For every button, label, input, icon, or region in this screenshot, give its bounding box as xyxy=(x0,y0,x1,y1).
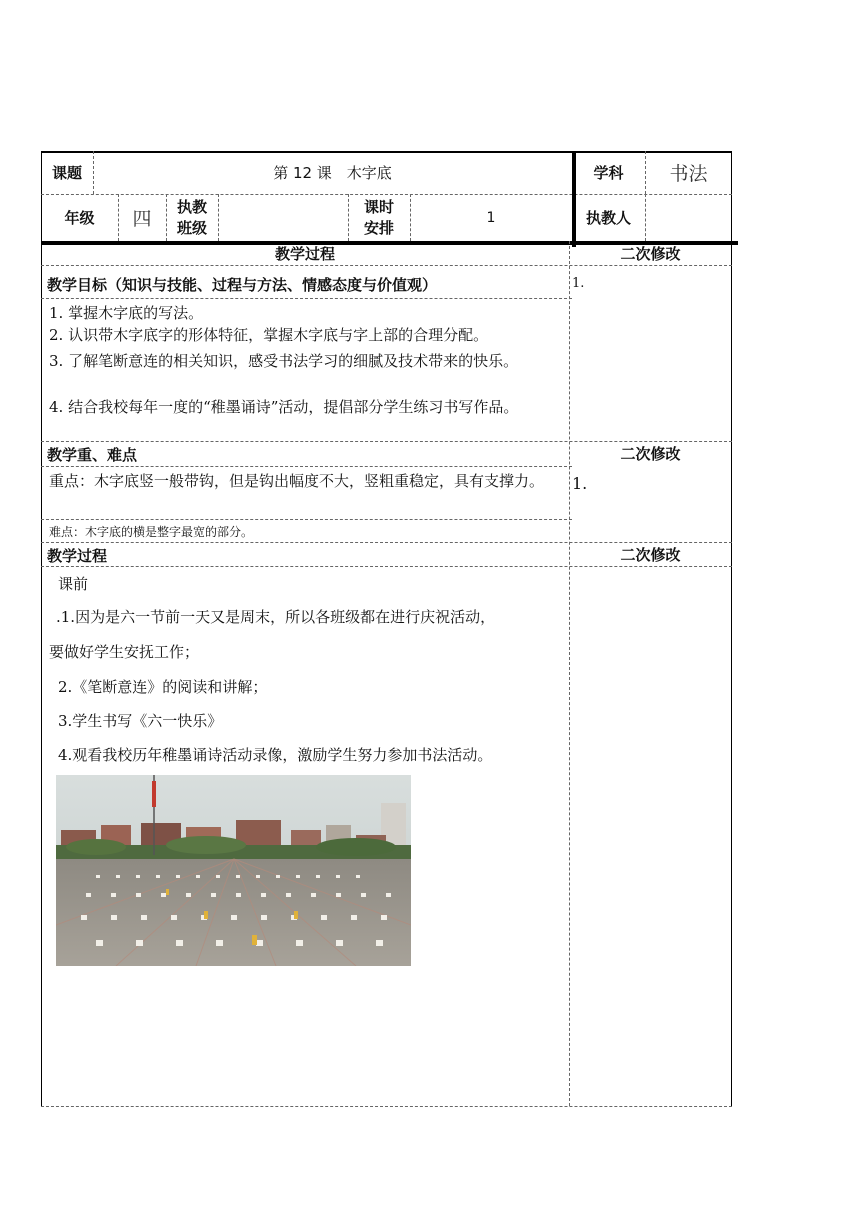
subject-label: 学科 xyxy=(593,164,624,182)
objective-item: 2. 认识带木字底字的形体特征，掌握木字底与字上部的合理分配。 xyxy=(49,326,489,344)
lesson-title: 第 12 课 木字底 xyxy=(273,164,392,182)
activity-photo xyxy=(56,775,411,966)
row-divider xyxy=(41,519,572,520)
class-value xyxy=(218,194,348,241)
procedure-step: 3.学生书写《六一快乐》 xyxy=(58,712,223,730)
row-divider xyxy=(41,466,572,467)
pre-class-label: 课前 xyxy=(58,575,89,593)
row-divider xyxy=(41,1106,732,1107)
grade-value: 四 xyxy=(132,208,152,230)
process-title: 教学过程 xyxy=(274,244,335,263)
key-point: 重点：木字底竖一般带钩，但是钩出幅度不大，竖粗重稳定，具有支撑力。 xyxy=(49,472,545,490)
subject-value: 书法 xyxy=(669,163,708,185)
subject-title-label: 课题 xyxy=(51,164,82,182)
procedure-step: 4.观看我校历年稚墨诵诗活动录像，激励学生努力参加书法活动。 xyxy=(58,746,493,764)
procedure-step: 2.《笔断意连》的阅读和讲解； xyxy=(58,678,268,696)
key-points-revision-note: 1. xyxy=(572,474,588,493)
class-label xyxy=(166,194,218,241)
period-value: 1 xyxy=(486,209,496,226)
objective-item: 4. 结合我校每年一度的“稚墨诵诗”活动，提倡部分学生练习书写作品。 xyxy=(49,398,519,416)
revision-title: 二次修改 xyxy=(620,244,681,263)
procedure-revision-label: 二次修改 xyxy=(620,545,681,564)
objective-item: 1. 掌握木字底的写法。 xyxy=(49,304,204,322)
period-label-line1: 课时 xyxy=(363,197,394,216)
objectives-revision-note: 1. xyxy=(572,276,585,291)
key-points-heading: 教学重、难点 xyxy=(47,446,138,464)
row-divider xyxy=(41,566,732,567)
teacher-label: 执教人 xyxy=(585,209,631,227)
procedure-step: 要做好学生安抚工作； xyxy=(49,643,200,661)
revision-column-divider xyxy=(569,241,570,1106)
row-divider xyxy=(41,298,572,299)
period-label-line2: 安排 xyxy=(363,218,394,237)
procedure-step: .1.因为是六一节前一天又是周末，所以各班级都在进行庆祝活动， xyxy=(56,608,496,626)
grade-label: 年级 xyxy=(64,209,95,227)
teacher-value xyxy=(645,194,732,241)
class-label-line2: 班级 xyxy=(176,218,207,237)
class-label-line1: 执教 xyxy=(176,197,207,216)
procedure-heading: 教学过程 xyxy=(47,547,108,565)
period-label xyxy=(348,194,410,241)
key-points-revision-label: 二次修改 xyxy=(620,445,681,463)
objective-item: 3. 了解笔断意连的相关知识，感受书法学习的细腻及技术带来的快乐。 xyxy=(49,352,519,370)
row-divider xyxy=(41,265,732,266)
objectives-heading: 教学目标（知识与技能、过程与方法、情感态度与价值观） xyxy=(47,276,438,294)
difficult-point: 难点：木字底的横是整字最宽的部分。 xyxy=(49,525,254,539)
